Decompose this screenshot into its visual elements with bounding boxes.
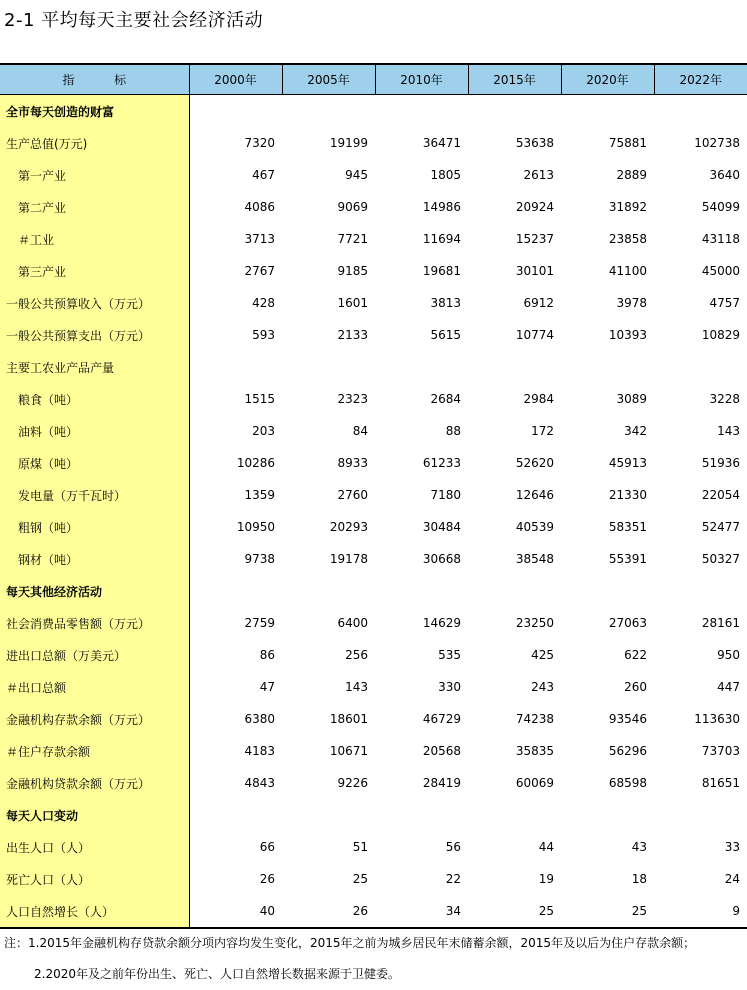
statistics-table [0,63,747,929]
cell-value: 102738 [694,136,740,150]
cell-value: 10829 [701,328,740,342]
cell-value [468,95,561,128]
column-header-2005: 2005年 [282,64,375,95]
cell-value: 47 [259,680,275,694]
cell-value: 23858 [608,232,647,246]
page-title: 2-1 平均每天主要社会经济活动 [4,10,264,31]
cell-value: 30668 [422,552,461,566]
cell-value: 30484 [422,520,461,534]
cell-value [654,351,747,383]
cell-value [282,95,375,128]
cell-value: 93546 [608,712,647,726]
cell-value: 84 [352,424,368,438]
cell-value: 3640 [709,168,740,182]
table-row [0,799,747,831]
cell-value: 19178 [329,552,368,566]
cell-value: 27063 [608,616,647,630]
cell-value: 7721 [337,232,368,246]
cell-value: 10774 [515,328,554,342]
cell-value [468,799,561,831]
row-label: 人口自然增长（人） [0,895,189,928]
cell-value: 88 [445,424,461,438]
cell-value [282,575,375,607]
cell-value: 74238 [515,712,554,726]
cell-value: 53638 [515,136,554,150]
cell-value: 9069 [337,200,368,214]
cell-value [189,95,282,128]
cell-value: 44 [538,840,554,854]
cell-value: 1601 [337,296,368,310]
cell-value [468,575,561,607]
cell-value: 10950 [236,520,275,534]
cell-value [282,351,375,383]
row-label: 全市每天创造的财富 [0,95,189,128]
cell-value: 61233 [422,456,461,470]
cell-value: 81651 [701,776,740,790]
cell-value: 593 [252,328,275,342]
cell-value: 18601 [329,712,368,726]
cell-value: 7320 [244,136,275,150]
cell-value: 2613 [523,168,554,182]
footnote-2: 2.2020年及之前年份出生、死亡、人口自然增长数据来源于卫健委。 [34,967,400,981]
cell-value: 203 [252,424,275,438]
cell-value [654,575,747,607]
cell-value: 38548 [515,552,554,566]
cell-value: 19681 [422,264,461,278]
table-row [0,703,747,735]
table-row [0,159,747,191]
cell-value: 3089 [616,392,647,406]
cell-value [189,351,282,383]
cell-value: 33 [724,840,740,854]
row-label: 每天其他经济活动 [0,575,189,607]
cell-value: 40 [189,895,282,928]
column-header-2015: 2015年 [468,64,561,95]
table-row [0,639,747,671]
cell-value: 4757 [709,296,740,310]
table-row [0,287,747,319]
cell-value [282,799,375,831]
cell-value: 143 [345,680,368,694]
column-header-2020: 2020年 [561,64,654,95]
cell-value: 9738 [244,552,275,566]
cell-value: 14986 [422,200,461,214]
cell-value: 30101 [515,264,554,278]
cell-value: 20568 [422,744,461,758]
cell-value: 45000 [701,264,740,278]
cell-value: 41100 [608,264,647,278]
table-row [0,351,747,383]
cell-value: 52620 [515,456,554,470]
cell-value: 4183 [244,744,275,758]
cell-value: 425 [531,648,554,662]
table-row [0,447,747,479]
cell-value: 26 [259,872,275,886]
cell-value: 28161 [701,616,740,630]
cell-value: 950 [717,648,740,662]
table-row [0,479,747,511]
cell-value: 21330 [608,488,647,502]
cell-value: 8933 [337,456,368,470]
cell-value: 24 [724,872,740,886]
footnote-1: 注：1.2015年金融机构存贷款余额分项内容均发生变化，2015年之前为城乡居民年末储蓄余额，2015年及以后为住户存款余额； [4,936,696,950]
row-label: 发电量（万千瓦时） [0,479,189,511]
column-header-2010: 2010年 [375,64,468,95]
row-label: 生产总值(万元) [0,127,189,159]
cell-value: 143 [717,424,740,438]
cell-value: 6380 [244,712,275,726]
cell-value: 172 [531,424,554,438]
cell-value: 19 [538,872,554,886]
cell-value [654,799,747,831]
cell-value: 18 [631,872,647,886]
cell-value [375,799,468,831]
cell-value [468,351,561,383]
cell-value: 26 [282,895,375,928]
cell-value: 51936 [701,456,740,470]
cell-value: 15237 [515,232,554,246]
cell-value: 2760 [337,488,368,502]
cell-value: 43118 [701,232,740,246]
column-header-2000: 2000年 [189,64,282,95]
cell-value: 3713 [244,232,275,246]
cell-value [654,95,747,128]
cell-value: 56 [445,840,461,854]
cell-value: 28419 [422,776,461,790]
cell-value: 447 [717,680,740,694]
row-label: 粗钢（吨） [0,511,189,543]
cell-value: 113630 [694,712,740,726]
table-row [0,895,747,928]
cell-value: 10671 [329,744,368,758]
row-label: 金融机构贷款余额（万元） [0,767,189,799]
cell-value: 68598 [608,776,647,790]
row-label: 死亡人口（人） [0,863,189,895]
cell-value: 34 [375,895,468,928]
table-row [0,511,747,543]
table-row [0,671,747,703]
cell-value: 43 [631,840,647,854]
table-row [0,543,747,575]
row-label: 出生人口（人） [0,831,189,863]
cell-value: 55391 [608,552,647,566]
cell-value: 52477 [701,520,740,534]
cell-value: 2133 [337,328,368,342]
cell-value: 3978 [616,296,647,310]
table-row [0,319,747,351]
cell-value: 36471 [422,136,461,150]
cell-value [561,575,654,607]
cell-value: 2984 [523,392,554,406]
cell-value [561,799,654,831]
cell-value [561,95,654,128]
table-row [0,575,747,607]
cell-value: 1805 [430,168,461,182]
cell-value: 35835 [515,744,554,758]
cell-value: 25 [352,872,368,886]
cell-value: 256 [345,648,368,662]
cell-value: 945 [345,168,368,182]
cell-value: 50327 [701,552,740,566]
cell-value: 428 [252,296,275,310]
cell-value: 1515 [244,392,275,406]
cell-value: 2684 [430,392,461,406]
cell-value: 7180 [430,488,461,502]
table-row [0,255,747,287]
cell-value: 260 [624,680,647,694]
table-row [0,735,747,767]
cell-value: 45913 [608,456,647,470]
cell-value: 73703 [701,744,740,758]
cell-value: 10393 [608,328,647,342]
cell-value: 9226 [337,776,368,790]
row-label: 金融机构存款余额（万元） [0,703,189,735]
cell-value: 6400 [337,616,368,630]
cell-value: 6912 [523,296,554,310]
cell-value: 14629 [422,616,461,630]
cell-value [561,351,654,383]
cell-value [189,799,282,831]
cell-value: 22054 [701,488,740,502]
cell-value: 66 [259,840,275,854]
cell-value: 25 [468,895,561,928]
cell-value: 20924 [515,200,554,214]
table-row [0,191,747,223]
cell-value: 19199 [329,136,368,150]
cell-value: 535 [438,648,461,662]
cell-value: 12646 [515,488,554,502]
cell-value: 31892 [608,200,647,214]
row-label: ＃工业 [0,223,189,255]
row-label: 油料（吨） [0,415,189,447]
row-label: ＃住户存款余额 [0,735,189,767]
cell-value: 622 [624,648,647,662]
column-header-indicator: 指 标 [0,64,189,95]
cell-value: 2889 [616,168,647,182]
table-row [0,127,747,159]
table-body [0,95,747,929]
cell-value: 20293 [329,520,368,534]
table-row [0,95,747,128]
row-label: 进出口总额（万美元） [0,639,189,671]
cell-value: 243 [531,680,554,694]
table-row [0,383,747,415]
row-label: 主要工农业产品产量 [0,351,189,383]
cell-value [375,575,468,607]
cell-value: 2759 [244,616,275,630]
table-row [0,607,747,639]
cell-value [375,351,468,383]
cell-value: 342 [624,424,647,438]
cell-value: 467 [252,168,275,182]
cell-value: 9185 [337,264,368,278]
cell-value: 10286 [236,456,275,470]
table-row [0,223,747,255]
cell-value: 60069 [515,776,554,790]
row-label: 一般公共预算支出（万元） [0,319,189,351]
row-label: 第二产业 [0,191,189,223]
table-row [0,863,747,895]
row-label: 钢材（吨） [0,543,189,575]
cell-value: 23250 [515,616,554,630]
row-label: 粮食（吨） [0,383,189,415]
table-row [0,767,747,799]
cell-value: 3228 [709,392,740,406]
cell-value: 4843 [244,776,275,790]
cell-value: 51 [352,840,368,854]
cell-value: 5615 [430,328,461,342]
row-label: 一般公共预算收入（万元） [0,287,189,319]
cell-value: 330 [438,680,461,694]
cell-value: 25 [561,895,654,928]
cell-value [189,575,282,607]
cell-value: 54099 [701,200,740,214]
cell-value: 2767 [244,264,275,278]
cell-value: 75881 [608,136,647,150]
row-label: ＃出口总额 [0,671,189,703]
cell-value: 46729 [422,712,461,726]
row-label: 每天人口变动 [0,799,189,831]
cell-value [375,95,468,128]
cell-value: 2323 [337,392,368,406]
cell-value: 9 [654,895,747,928]
cell-value: 40539 [515,520,554,534]
cell-value: 56296 [608,744,647,758]
cell-value: 1359 [244,488,275,502]
cell-value: 3813 [430,296,461,310]
cell-value: 4086 [244,200,275,214]
row-label: 第一产业 [0,159,189,191]
cell-value: 86 [259,648,275,662]
table-row [0,831,747,863]
row-label: 社会消费品零售额（万元） [0,607,189,639]
cell-value: 22 [445,872,461,886]
row-label: 第三产业 [0,255,189,287]
cell-value: 11694 [422,232,461,246]
cell-value: 58351 [608,520,647,534]
table-row [0,415,747,447]
column-header-2022: 2022年 [654,64,747,95]
table-header-row [0,64,747,95]
row-label: 原煤（吨） [0,447,189,479]
